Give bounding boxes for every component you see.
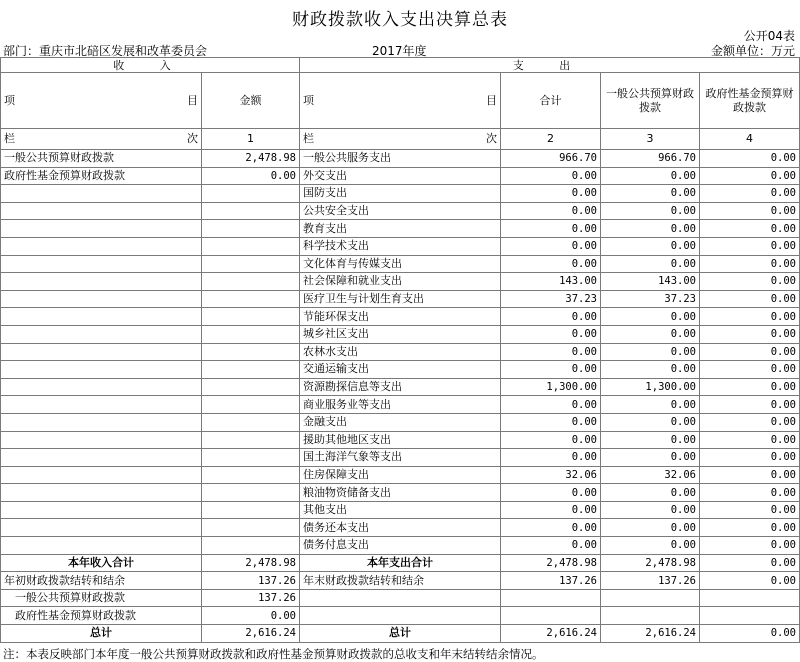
table-row xyxy=(1,537,800,555)
income-amount xyxy=(202,431,300,449)
expense-general: 37.23 xyxy=(601,290,700,308)
income-item xyxy=(1,378,202,396)
expense-item: 粮油物资储备支出 xyxy=(300,484,501,502)
expense-general: 32.06 xyxy=(601,466,700,484)
expense-general: 0.00 xyxy=(601,220,700,238)
expense-general: 966.70 xyxy=(601,150,700,168)
income-item-header xyxy=(1,73,202,129)
expense-total: 0.00 xyxy=(501,237,601,255)
expense-general: 0.00 xyxy=(601,361,700,379)
carry-income-label: 年初财政拨款结转和结余 xyxy=(1,572,202,590)
table-row xyxy=(1,396,800,414)
expense-general: 0.00 xyxy=(601,484,700,502)
income-amount xyxy=(202,237,300,255)
table-row xyxy=(1,220,800,238)
income-item xyxy=(1,519,202,537)
expense-total: 966.70 xyxy=(501,150,601,168)
income-amount xyxy=(202,185,300,203)
table-row xyxy=(1,308,800,326)
table-row xyxy=(1,413,800,431)
expense-total: 0.00 xyxy=(501,167,601,185)
carry-fund-label: 政府性基金预算财政拨款 xyxy=(1,607,202,625)
expense-item: 债务还本支出 xyxy=(300,519,501,537)
income-amount: 0.00 xyxy=(202,167,300,185)
income-item xyxy=(1,202,202,220)
carry-general-amount: 137.26 xyxy=(202,589,300,607)
col-right-text: 次 xyxy=(486,132,497,145)
expense-total: 0.00 xyxy=(501,413,601,431)
income-amount xyxy=(202,361,300,379)
expense-total: 0.00 xyxy=(501,325,601,343)
expense-general: 143.00 xyxy=(601,273,700,291)
expense-total: 0.00 xyxy=(501,308,601,326)
income-item xyxy=(1,501,202,519)
expense-item: 公共安全支出 xyxy=(300,202,501,220)
expense-item: 住房保障支出 xyxy=(300,466,501,484)
expense-general: 0.00 xyxy=(601,237,700,255)
expense-item: 科学技术支出 xyxy=(300,237,501,255)
expense-item: 交通运输支出 xyxy=(300,361,501,379)
expense-general: 0.00 xyxy=(601,519,700,537)
income-item: 一般公共预算财政拨款 xyxy=(1,150,202,168)
expense-total: 0.00 xyxy=(501,185,601,203)
table-row xyxy=(1,484,800,502)
item-left-text: 项 xyxy=(4,93,15,107)
expense-total: 0.00 xyxy=(501,361,601,379)
expense-general: 0.00 xyxy=(601,396,700,414)
expense-fund: 0.00 xyxy=(700,325,800,343)
table-row xyxy=(1,273,800,291)
col-left-text: 栏 xyxy=(4,132,15,145)
expense-fund: 0.00 xyxy=(700,501,800,519)
expense-fund: 0.00 xyxy=(700,378,800,396)
expense-general: 0.00 xyxy=(601,167,700,185)
table-row xyxy=(1,237,800,255)
header-row-sections xyxy=(1,58,800,73)
expense-fund: 0.00 xyxy=(700,413,800,431)
table-row xyxy=(1,202,800,220)
income-item xyxy=(1,220,202,238)
income-item xyxy=(1,255,202,273)
expense-general: 0.00 xyxy=(601,308,700,326)
year-income-total-amount: 2,478.98 xyxy=(202,554,300,572)
expense-general: 1,300.00 xyxy=(601,378,700,396)
expense-fund: 0.00 xyxy=(700,361,800,379)
expense-item: 债务付息支出 xyxy=(300,537,501,555)
income-amount xyxy=(202,449,300,467)
table-row xyxy=(1,255,800,273)
income-amount xyxy=(202,220,300,238)
expense-fund: 0.00 xyxy=(700,220,800,238)
expense-total: 0.00 xyxy=(501,431,601,449)
empty-cell xyxy=(700,589,800,607)
table-row xyxy=(1,150,800,168)
income-item xyxy=(1,537,202,555)
expense-col-label xyxy=(300,129,501,150)
expense-fund: 0.00 xyxy=(700,343,800,361)
income-item xyxy=(1,237,202,255)
budget-table xyxy=(0,57,800,643)
expense-total: 0.00 xyxy=(501,519,601,537)
expense-item: 外交支出 xyxy=(300,167,501,185)
expense-item: 资源勘探信息等支出 xyxy=(300,378,501,396)
expense-general: 0.00 xyxy=(601,413,700,431)
income-col-label xyxy=(1,129,202,150)
table-row xyxy=(1,361,800,379)
income-section-header xyxy=(1,58,300,73)
expense-total: 37.23 xyxy=(501,290,601,308)
unit-label: 金额单位：万元 xyxy=(710,44,795,58)
expense-item: 国土海洋气象等支出 xyxy=(300,449,501,467)
table-row xyxy=(1,466,800,484)
year-label: 2017年度 xyxy=(372,44,427,58)
expense-total: 1,300.00 xyxy=(501,378,601,396)
carry-fund-amount: 0.00 xyxy=(202,607,300,625)
expense-total: 143.00 xyxy=(501,273,601,291)
col-number-2: 2 xyxy=(501,129,601,150)
year-income-total-label: 本年收入合计 xyxy=(1,554,202,572)
income-item xyxy=(1,325,202,343)
grand-total-fund: 0.00 xyxy=(700,625,800,643)
item-right-text: 目 xyxy=(187,93,198,107)
expense-item: 城乡社区支出 xyxy=(300,325,501,343)
grand-total-expense: 2,616.24 xyxy=(501,625,601,643)
expense-total: 0.00 xyxy=(501,484,601,502)
table-row xyxy=(1,290,800,308)
expense-item: 文化体育与传媒支出 xyxy=(300,255,501,273)
empty-cell xyxy=(501,607,601,625)
table-row xyxy=(1,325,800,343)
item-left-text: 项 xyxy=(303,93,314,107)
expense-fund: 0.00 xyxy=(700,237,800,255)
expense-total: 0.00 xyxy=(501,220,601,238)
grand-total-row xyxy=(1,625,800,643)
expense-fund: 0.00 xyxy=(700,185,800,203)
expense-item: 援助其他地区支出 xyxy=(300,431,501,449)
income-header-text: 收 入 xyxy=(113,58,187,72)
expense-fund: 0.00 xyxy=(700,431,800,449)
expense-fund: 0.00 xyxy=(700,290,800,308)
table-row xyxy=(1,501,800,519)
expense-general: 0.00 xyxy=(601,255,700,273)
income-item: 政府性基金预算财政拨款 xyxy=(1,167,202,185)
income-amount xyxy=(202,413,300,431)
income-amount xyxy=(202,537,300,555)
expense-general: 0.00 xyxy=(601,343,700,361)
income-item xyxy=(1,273,202,291)
year-expense-total-label: 本年支出合计 xyxy=(300,554,501,572)
table-row xyxy=(1,167,800,185)
fund-budget-header: 政府性基金预算财政拨款 xyxy=(700,73,800,129)
expense-fund: 0.00 xyxy=(700,167,800,185)
income-item xyxy=(1,431,202,449)
carry-expense-general: 137.26 xyxy=(601,572,700,590)
empty-cell xyxy=(501,589,601,607)
empty-cell xyxy=(300,589,501,607)
income-item xyxy=(1,185,202,203)
grand-total-income-amount: 2,616.24 xyxy=(202,625,300,643)
table-row xyxy=(1,378,800,396)
expense-item: 社会保障和就业支出 xyxy=(300,273,501,291)
income-amount xyxy=(202,501,300,519)
income-amount xyxy=(202,308,300,326)
carry-row xyxy=(1,572,800,590)
carry-expense-fund: 0.00 xyxy=(700,572,800,590)
expense-general: 0.00 xyxy=(601,449,700,467)
expense-fund: 0.00 xyxy=(700,150,800,168)
expense-header-text: 支 出 xyxy=(512,58,587,72)
col-right-text: 次 xyxy=(187,132,198,145)
carry-expense-label: 年末财政拨款结转和结余 xyxy=(300,572,501,590)
col-number-4: 4 xyxy=(700,129,800,150)
income-item xyxy=(1,361,202,379)
income-item xyxy=(1,343,202,361)
expense-item: 商业服务业等支出 xyxy=(300,396,501,414)
expense-item: 一般公共服务支出 xyxy=(300,150,501,168)
grand-total-expense-label: 总计 xyxy=(300,625,501,643)
income-item xyxy=(1,290,202,308)
expense-total: 0.00 xyxy=(501,255,601,273)
income-item xyxy=(1,308,202,326)
year-total-row xyxy=(1,554,800,572)
expense-item: 节能环保支出 xyxy=(300,308,501,326)
expense-fund: 0.00 xyxy=(700,202,800,220)
carry-expense-total: 137.26 xyxy=(501,572,601,590)
expense-total: 0.00 xyxy=(501,449,601,467)
table-row xyxy=(1,519,800,537)
expense-total: 0.00 xyxy=(501,202,601,220)
expense-general: 0.00 xyxy=(601,185,700,203)
department-label: 部门：重庆市北碚区发展和改革委员会 xyxy=(3,44,208,58)
carry-fund-row xyxy=(1,607,800,625)
expense-fund: 0.00 xyxy=(700,273,800,291)
expense-fund: 0.00 xyxy=(700,466,800,484)
expense-general: 0.00 xyxy=(601,325,700,343)
year-expense-total: 2,478.98 xyxy=(501,554,601,572)
income-amount xyxy=(202,466,300,484)
income-amount xyxy=(202,343,300,361)
expense-general: 0.00 xyxy=(601,501,700,519)
table-code: 公开04表 xyxy=(743,29,795,43)
year-expense-general: 2,478.98 xyxy=(601,554,700,572)
expense-item-header xyxy=(300,73,501,129)
carry-general-row xyxy=(1,589,800,607)
table-row xyxy=(1,449,800,467)
income-amount xyxy=(202,396,300,414)
col-left-text: 栏 xyxy=(303,132,314,145)
expense-fund: 0.00 xyxy=(700,449,800,467)
table-row xyxy=(1,185,800,203)
carry-income-amount: 137.26 xyxy=(202,572,300,590)
expense-item: 教育支出 xyxy=(300,220,501,238)
income-item xyxy=(1,466,202,484)
income-amount xyxy=(202,202,300,220)
header-row-columns xyxy=(1,73,800,129)
income-amount xyxy=(202,273,300,291)
expense-fund: 0.00 xyxy=(700,308,800,326)
income-amount xyxy=(202,325,300,343)
footnote: 注：本表反映部门本年度一般公共预算财政拨款和政府性基金预算财政拨款的总收支和年末结转结余情况。 xyxy=(3,647,544,661)
expense-fund: 0.00 xyxy=(700,255,800,273)
table-row xyxy=(1,431,800,449)
expense-fund: 0.00 xyxy=(700,484,800,502)
expense-section-header xyxy=(300,58,800,73)
income-amount xyxy=(202,255,300,273)
income-item xyxy=(1,484,202,502)
income-item xyxy=(1,449,202,467)
income-amount xyxy=(202,484,300,502)
expense-total: 0.00 xyxy=(501,501,601,519)
empty-cell xyxy=(601,607,700,625)
empty-cell xyxy=(700,607,800,625)
income-amount: 2,478.98 xyxy=(202,150,300,168)
expense-fund: 0.00 xyxy=(700,519,800,537)
income-amount xyxy=(202,290,300,308)
expense-general: 0.00 xyxy=(601,202,700,220)
header-row-numbers xyxy=(1,129,800,150)
expense-item: 医疗卫生与计划生育支出 xyxy=(300,290,501,308)
report-title: 财政拨款收入支出决算总表 xyxy=(292,10,508,30)
income-item xyxy=(1,396,202,414)
grand-total-general: 2,616.24 xyxy=(601,625,700,643)
expense-general: 0.00 xyxy=(601,431,700,449)
table-row xyxy=(1,343,800,361)
empty-cell xyxy=(300,607,501,625)
grand-total-income-label: 总计 xyxy=(1,625,202,643)
expense-total: 0.00 xyxy=(501,537,601,555)
col-number-1: 1 xyxy=(202,129,300,150)
expense-item: 金融支出 xyxy=(300,413,501,431)
empty-cell xyxy=(601,589,700,607)
income-amount xyxy=(202,378,300,396)
item-right-text: 目 xyxy=(486,93,497,107)
income-amount xyxy=(202,519,300,537)
expense-general: 0.00 xyxy=(601,537,700,555)
carry-general-label: 一般公共预算财政拨款 xyxy=(1,589,202,607)
total-header: 合计 xyxy=(501,73,601,129)
income-item xyxy=(1,413,202,431)
expense-item: 农林水支出 xyxy=(300,343,501,361)
expense-total: 0.00 xyxy=(501,343,601,361)
year-expense-fund: 0.00 xyxy=(700,554,800,572)
expense-fund: 0.00 xyxy=(700,396,800,414)
col-number-3: 3 xyxy=(601,129,700,150)
expense-fund: 0.00 xyxy=(700,537,800,555)
expense-item: 其他支出 xyxy=(300,501,501,519)
expense-item: 国防支出 xyxy=(300,185,501,203)
expense-total: 0.00 xyxy=(501,396,601,414)
amount-header: 金额 xyxy=(202,73,300,129)
expense-total: 32.06 xyxy=(501,466,601,484)
general-budget-header: 一般公共预算财政拨款 xyxy=(601,73,700,129)
